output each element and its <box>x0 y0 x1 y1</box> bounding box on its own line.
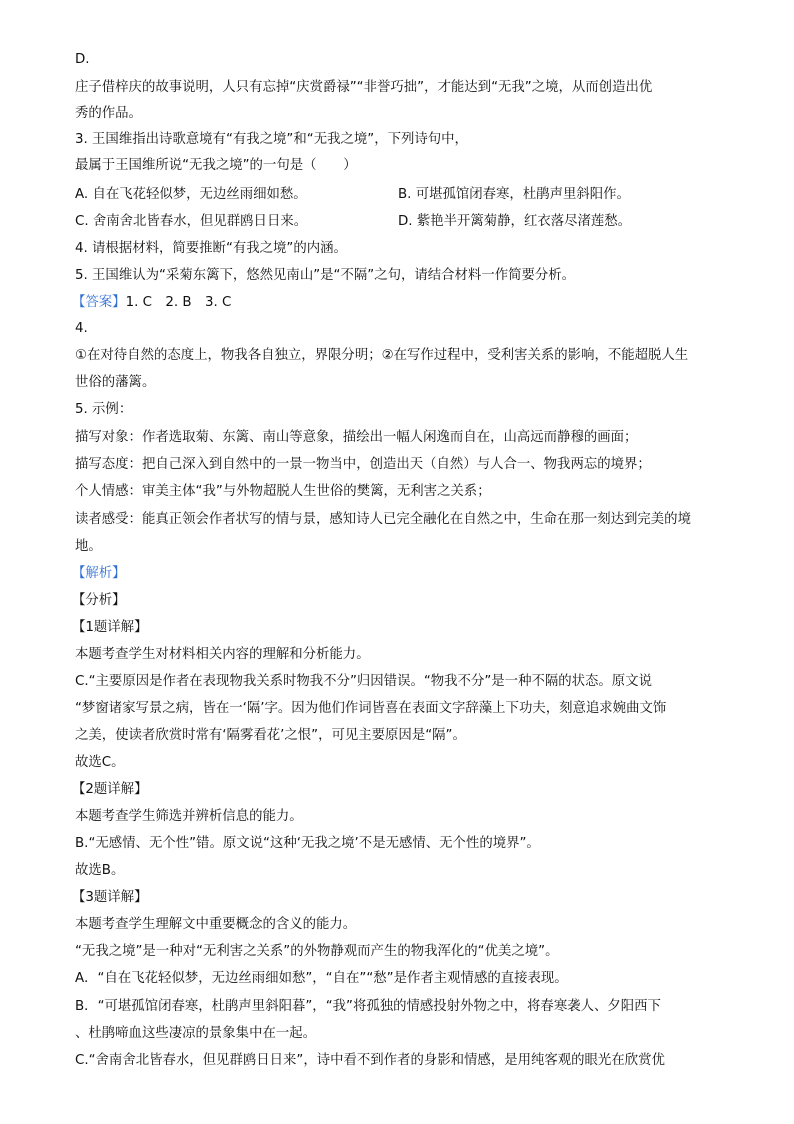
detail-line: C.“舍南舍北皆春水，但见群鸥日日来”，诗中看不到作者的身影和情感，是用纯客观的眼光在欣赏优 <box>75 1053 665 1068</box>
detail-line: 【3题详解】 <box>72 890 148 905</box>
detail-line: 本题考查学生筛选并辨析信息的能力。 <box>75 809 303 824</box>
detail-line: C.“主要原因是作者在表现物我关系时物我不分”归因错误。“物我不分”是一种不隔的状态。原文说 <box>75 674 652 689</box>
question-3-stem: 3. 王国维指出诗歌意境有“有我之境”和“无我之境”，下列诗句中， <box>75 132 468 147</box>
detail-line: 故选B。 <box>75 863 125 878</box>
text-line: 秀的作品。 <box>75 106 142 121</box>
detail-line: A．“自在飞花轻似梦，无边丝雨细如愁”，“自在”“愁”是作者主观情感的直接表现。 <box>75 971 568 986</box>
answer-text-line: 描写对象：作者选取菊、东篱、南山等意象，描绘出一幅人闲逸而自在，山高远而静穆的画面； <box>75 430 638 445</box>
question-3-prompt: 最属于王国维所说“无我之境”的一句是（ ） <box>75 158 357 173</box>
text-line: 庄子借梓庆的故事说明，人只有忘掉“庆赏爵禄”“非誉巧拙”，才能达到“无我”之境，从而创造出优 <box>75 80 653 95</box>
detail-line: 【2题详解】 <box>72 782 148 797</box>
option-b: B. 可堪孤馆闭春寒，杜鹃声里斜阳作。 <box>398 187 630 202</box>
answer-text-line: 读者感受：能真正领会作者状写的情与景，感知诗人已完全融化在自然之中，生命在那一刻达到完美的境 <box>75 512 691 527</box>
question-5: 5. 王国维认为“采菊东篱下，悠然见南山”是“不隔”之句，请结合材料一作简要分析。 <box>75 268 576 283</box>
analysis-tag: 【解析】 <box>72 566 126 581</box>
answer-tag: 【答案】 <box>72 295 126 310</box>
detail-line: B．“可堪孤馆闭春寒，杜鹃声里斜阳暮”，“我”将孤独的情感投射外物之中，将春寒袭人、夕阳西下 <box>75 999 661 1014</box>
question-4: 4. 请根据材料，简要推断“有我之境”的内涵。 <box>75 241 347 256</box>
detail-line: “梦窗诸家写景之病，皆在一‘隔’字。因为他们作词皆喜在表面文字辞藻上下功夫，刻意追求婉曲文饰 <box>75 701 667 716</box>
answer-text-line: 个人情感：审美主体“我”与外物超脱人生世俗的樊篱，无利害之关系； <box>75 484 491 499</box>
option-a: A. 自在飞花轻似梦，无边丝雨细如愁。 <box>75 187 307 202</box>
detail-line: “无我之境”是一种对“无利害之关系”的外物静观而产生的物我浑化的“优美之境”。 <box>75 944 559 959</box>
detail-line: 【1题详解】 <box>72 620 148 635</box>
detail-line: 本题考查学生对材料相关内容的理解和分析能力。 <box>75 647 370 662</box>
answer-text-line: 描写态度：把自己深入到自然中的一景一物当中，创造出天（自然）与人合一、物我两忘的境界； <box>75 457 651 472</box>
answer-line <box>72 295 231 311</box>
answer-text-line: ①在对待自然的态度上，物我各自独立，界限分明；②在写作过程中，受利害关系的影响，不能超脱人生 <box>75 348 689 363</box>
text-line: D. <box>75 52 90 67</box>
detail-line: 、杜鹃啼血这些凄凉的景象集中在一起。 <box>75 1026 317 1041</box>
detail-line: 故选C。 <box>75 755 125 770</box>
answer-text-line: 地。 <box>75 539 102 554</box>
answer-text-line: 5. 示例： <box>75 402 133 417</box>
option-d: D. 紫艳半开篱菊静，红衣落尽渚莲愁。 <box>398 214 632 229</box>
detail-line: 【分析】 <box>72 593 126 608</box>
option-c: C. 舍南舍北皆春水，但见群鸥日日来。 <box>75 214 308 229</box>
answer-text-line: 世俗的藩篱。 <box>75 375 156 390</box>
detail-line: 本题考查学生理解文中重要概念的含义的能力。 <box>75 917 357 932</box>
answer-choices: 1. C 2. B 3. C <box>125 295 232 310</box>
detail-line: B.“无感情、无个性”错。原文说“这种‘无我之境’不是无感情、无个性的境界”。 <box>75 836 540 851</box>
answer-text-line: 4. <box>75 321 88 336</box>
detail-line: 之美，使读者欣赏时常有‘隔雾看花’之恨”，可见主要原因是“隔”。 <box>75 728 466 743</box>
